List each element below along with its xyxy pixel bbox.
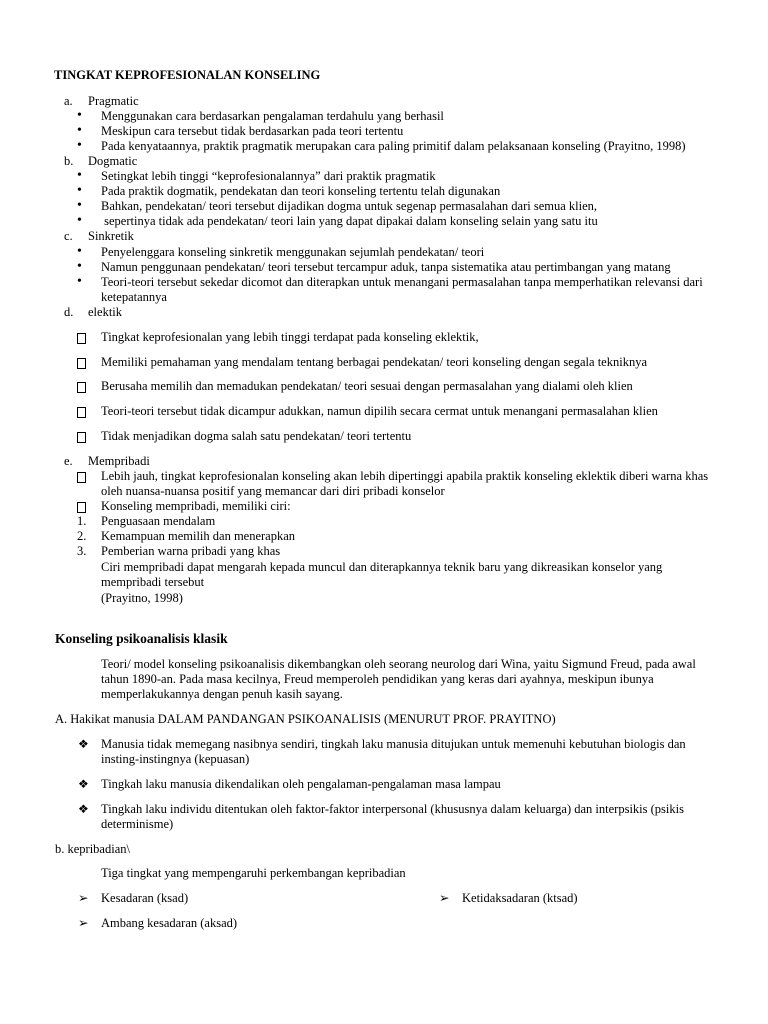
- section-a-label: a.: [64, 94, 73, 108]
- square-glyph-icon: [77, 429, 86, 447]
- list-item: Berusaha memilih dan memadukan pendekatan/ teori sesuai dengan permasalahan yang dialami oleh klien: [101, 379, 633, 393]
- paragraph-line: tahun 1890-an. Pada masa kecilnya, Freud memperoleh pendidikan yang keras dari ayahnya, meskipun ibunya: [101, 672, 654, 686]
- bullet-dot-icon: •: [77, 259, 82, 274]
- list-item: Meskipun cara tersebut tidak berdasarkan pada teori tertentu: [101, 124, 404, 138]
- section-c-heading: Sinkretik: [88, 229, 134, 243]
- list-item: Konseling mempribadi, memiliki ciri:: [101, 499, 291, 513]
- square-glyph-icon: [77, 355, 86, 373]
- citation: (Prayitno, 1998): [101, 591, 183, 605]
- section-c-label: c.: [64, 229, 73, 243]
- bullet-dot-icon: •: [77, 123, 82, 138]
- bullet-dot-icon: •: [77, 108, 82, 123]
- section-d-label: d.: [64, 305, 74, 319]
- list-item: Memiliki pemahaman yang mendalam tentang berbagai pendekatan/ teori konseling dengan segala tekniknya: [101, 355, 647, 369]
- paragraph-line: Teori/ model konseling psikoanalisis dikembangkan oleh seorang neurolog dari Wina, yaitu Sigmund Freud, pada awal: [101, 657, 696, 671]
- section-b-heading: Dogmatic: [88, 154, 138, 168]
- diamond-bullet-icon: ❖: [78, 777, 89, 791]
- bullet-dot-icon: •: [77, 274, 82, 289]
- list-item: Kesadaran (ksad): [101, 891, 189, 905]
- bullet-dot-icon: •: [77, 244, 82, 259]
- subsection-heading: b. kepribadian\: [55, 842, 130, 856]
- bullet-dot-icon: •: [77, 213, 82, 228]
- square-glyph-icon: [77, 469, 86, 487]
- square-glyph-icon: [77, 330, 86, 348]
- list-item: Lebih jauh, tingkat keprofesionalan konseling akan lebih dipertinggi apabila praktik konseling eklektik diberi warna khas: [101, 469, 709, 483]
- arrow-bullet-icon: ➢: [78, 916, 89, 930]
- numbered-item: Penguasaan mendalam: [101, 514, 216, 528]
- list-item: Tidak menjadikan dogma salah satu pendekatan/ teori tertentu: [101, 429, 412, 443]
- paragraph-line: Ciri mempribadi dapat mengarah kepada muncul dan diterapkannya teknik baru yang dikreasikan konselor yang: [101, 560, 663, 574]
- list-item: Namun penggunaan pendekatan/ teori tersebut tercampur aduk, tanpa sistematika atau pertimbangan yang matang: [101, 260, 671, 274]
- list-item: Teori-teori tersebut tidak dicampur adukkan, namun dipilih secara cermat untuk menangani permasalahan klien: [101, 404, 658, 418]
- list-item-continuation: determinisme): [101, 817, 174, 831]
- square-glyph-icon: [77, 404, 86, 422]
- section-heading: Konseling psikoanalisis klasik: [55, 631, 228, 646]
- list-item: Manusia tidak memegang nasibnya sendiri, tingkah laku manusia ditujukan untuk memenuhi kebutuhan biologis dan: [101, 737, 686, 751]
- list-item: Tingkah laku manusia dikendalikan oleh pengalaman-pengalaman masa lampau: [101, 777, 501, 791]
- bullet-dot-icon: •: [77, 138, 82, 153]
- arrow-bullet-icon: ➢: [439, 891, 450, 905]
- numbered-item: Pemberian warna pribadi yang khas: [101, 544, 281, 558]
- list-number: 3.: [77, 544, 87, 558]
- list-item: Bahkan, pendekatan/ teori tersebut dijadikan dogma untuk segenap permasalahan dari semua klien,: [101, 199, 598, 213]
- paragraph-line: mempribadi tersebut: [101, 575, 205, 589]
- section-e-heading: Mempribadi: [88, 454, 150, 468]
- list-item: Ambang kesadaran (aksad): [101, 916, 238, 930]
- numbered-item: Kemampuan memilih dan menerapkan: [101, 529, 296, 543]
- subsection-heading: A. Hakikat manusia DALAM PANDANGAN PSIKOANALISIS (MENURUT PROF. PRAYITNO): [55, 712, 556, 726]
- list-item: Pada kenyataannya, praktik pragmatik merupakan cara paling primitif dalam pelaksanaan konseling (Prayitno, 1998): [101, 139, 686, 153]
- bullet-dot-icon: •: [77, 168, 82, 183]
- list-item: Ketidaksadaran (ktsad): [462, 891, 578, 905]
- section-b-label: b.: [64, 154, 74, 168]
- list-item: Setingkat lebih tinggi “keprofesionalannya” dari praktik pragmatik: [101, 169, 436, 183]
- list-item-continuation: oleh nuansa-nuansa positif yang memancar dari diri pribadi konselor: [101, 484, 445, 498]
- arrow-bullet-icon: ➢: [78, 891, 89, 905]
- list-item: Teori-teori tersebut sekedar dicomot dan diterapkan untuk menangani permasalahan tanpa memperhatikan relevansi dari: [101, 275, 703, 289]
- list-item-continuation: ketepatannya: [101, 290, 167, 304]
- diamond-bullet-icon: ❖: [78, 802, 89, 816]
- bullet-dot-icon: •: [77, 183, 82, 198]
- section-d-heading: elektik: [88, 305, 123, 319]
- diamond-bullet-icon: ❖: [78, 737, 89, 751]
- list-item: Menggunakan cara berdasarkan pengalaman terdahulu yang berhasil: [101, 109, 444, 123]
- list-number: 2.: [77, 529, 87, 543]
- bullet-dot-icon: •: [77, 198, 82, 213]
- section-e-label: e.: [64, 454, 73, 468]
- square-glyph-icon: [77, 379, 86, 397]
- list-number: 1.: [77, 514, 87, 528]
- section-a-heading: Pragmatic: [88, 94, 139, 108]
- list-item: Penyelenggara konseling sinkretik menggunakan sejumlah pendekatan/ teori: [101, 245, 485, 259]
- document-title: TINGKAT KEPROFESIONALAN KONSELING: [54, 68, 321, 82]
- list-item-continuation: insting-instingnya (kepuasan): [101, 752, 250, 766]
- list-item: Tingkah laku individu ditentukan oleh faktor-faktor interpersonal (khususnya dalam keluarga) dan interpsikis (psikis: [101, 802, 684, 816]
- paragraph-line: memperlakukannya dengan penuh kasih sayang.: [101, 687, 343, 701]
- list-item: Pada praktik dogmatik, pendekatan dan teori konseling tertentu telah digunakan: [101, 184, 501, 198]
- list-item: Tingkat keprofesionalan yang lebih tinggi terdapat pada konseling eklektik,: [101, 330, 479, 344]
- paragraph-line: Tiga tingkat yang mempengaruhi perkembangan kepribadian: [101, 866, 406, 880]
- list-item: sepertinya tidak ada pendekatan/ teori lain yang dapat dipakai dalam konseling selain yang satu itu: [101, 214, 598, 228]
